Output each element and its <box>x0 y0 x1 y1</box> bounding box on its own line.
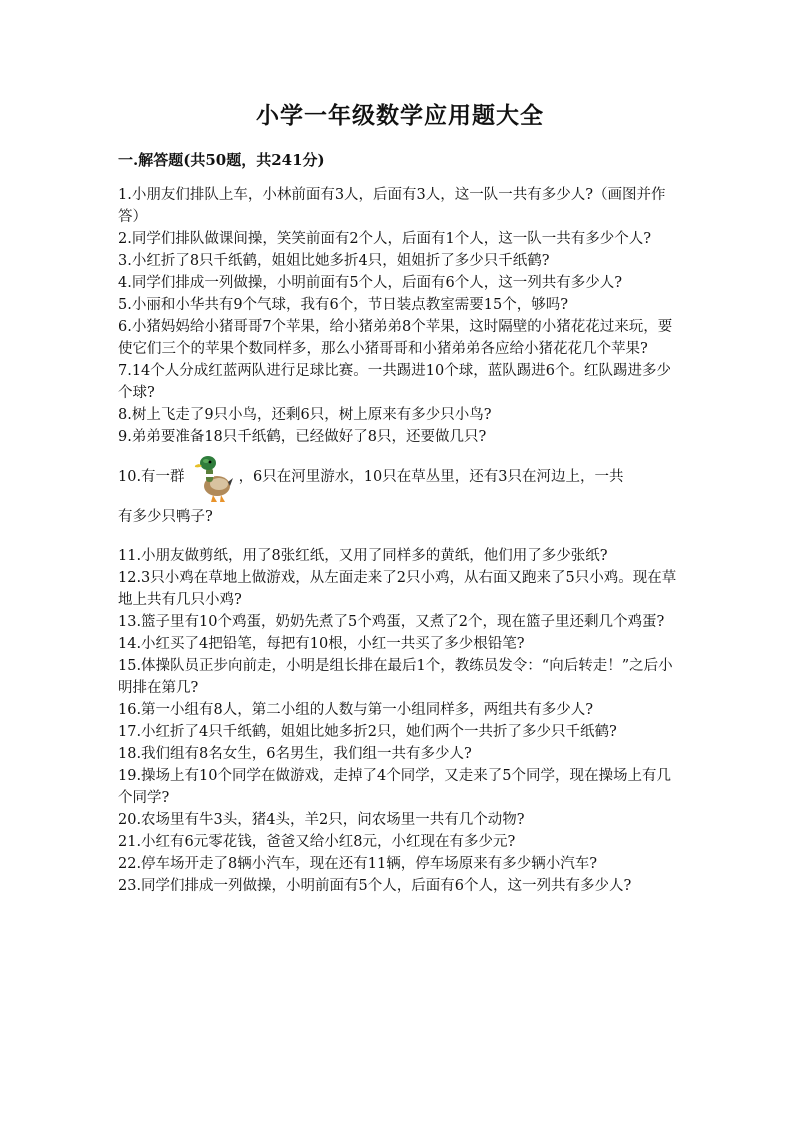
duck-image-icon <box>193 450 233 504</box>
question-16: 16.第一小组有8人，第二小组的人数与第一小组同样多，两组共有多少人? <box>118 702 594 718</box>
question-2: 2.同学们排队做课间操，笑笑前面有2个人，后面有1个人，这一队一共有多少个人? <box>118 231 652 247</box>
question-10 <box>118 448 683 528</box>
question-10-after: ，6只在河里游水，10只在草丛里，还有3只在河边上，一共 <box>238 469 624 485</box>
question-19: 19.操场上有10个同学在做游戏，走掉了4个同学，又走来了5个同学，现在操场上有几个同学? <box>118 768 671 806</box>
question-11: 11.小朋友做剪纸，用了8张红纸，又用了同样多的黄纸，他们用了多少张纸? <box>118 548 608 564</box>
question-15: 15.体操队员正步向前走，小明是组长排在最后1个，教练员发令：“向后转走！”之后小明排在第几? <box>118 658 673 696</box>
question-20: 20.农场里有牛3头，猪4头，羊2只，问农场里一共有几个动物? <box>118 812 525 828</box>
question-6: 6.小猪妈妈给小猪哥哥7个苹果，给小猪弟弟8个苹果，这时隔壁的小猪花花过来玩，要使它们三个的苹果个数同样多，那么小猪哥哥和小猪弟弟各应给小猪花花几个苹果? <box>118 319 673 357</box>
page-title: 小学一年级数学应用题大全 <box>256 102 544 129</box>
question-17: 17.小红折了4只千纸鹤，姐姐比她多折2只，她们两个一共折了多少只千纸鹤? <box>118 724 617 740</box>
question-14: 14.小红买了4把铅笔，每把有10根，小红一共买了多少根铅笔? <box>118 636 525 652</box>
question-10-line1 <box>118 448 683 506</box>
question-12: 12.3只小鸡在草地上做游戏，从左面走来了2只小鸡，从右面又跑来了5只小鸡。现在草地上共有几只小鸡? <box>118 570 677 608</box>
question-22: 22.停车场开走了8辆小汽车，现在还有11辆，停车场原来有多少辆小汽车? <box>118 856 598 872</box>
question-9: 9.弟弟要准备18只千纸鹤，已经做好了8只，还要做几只? <box>118 429 487 445</box>
question-23: 23.同学们排成一列做操，小明前面有5个人，后面有6个人，这一列共有多少人? <box>118 878 632 894</box>
question-list <box>118 184 683 897</box>
question-1: 1.小朋友们排队上车，小林前面有3人，后面有3人，这一队一共有多少人?（画图并作答） <box>118 187 666 225</box>
question-13: 13.篮子里有10个鸡蛋，奶奶先煮了5个鸡蛋，又煮了2个，现在篮子里还剩几个鸡蛋? <box>118 614 665 630</box>
section-heading: 一.解答题(共50题，共241分) <box>118 151 325 169</box>
question-21: 21.小红有6元零花钱，爸爸又给小红8元，小红现在有多少元? <box>118 834 516 850</box>
question-10-before: 10.有一群 <box>118 469 185 485</box>
question-10-line2: 有多少只鸭子? <box>118 509 213 525</box>
question-5: 5.小丽和小华共有9个气球，我有6个，节日装点教室需要15个，够吗? <box>118 297 569 313</box>
question-8: 8.树上飞走了9只小鸟，还剩6只，树上原来有多少只小鸟? <box>118 407 492 423</box>
question-4: 4.同学们排成一列做操，小明前面有5个人，后面有6个人，这一列共有多少人? <box>118 275 623 291</box>
question-18: 18.我们组有8名女生，6名男生，我们组一共有多少人? <box>118 746 472 762</box>
question-7: 7.14个人分成红蓝两队进行足球比赛。一共踢进10个球，蓝队踢进6个。红队踢进多少个球? <box>118 363 671 401</box>
question-3: 3.小红折了8只千纸鹤，姐姐比她多折4只，姐姐折了多少只千纸鹤? <box>118 253 550 269</box>
